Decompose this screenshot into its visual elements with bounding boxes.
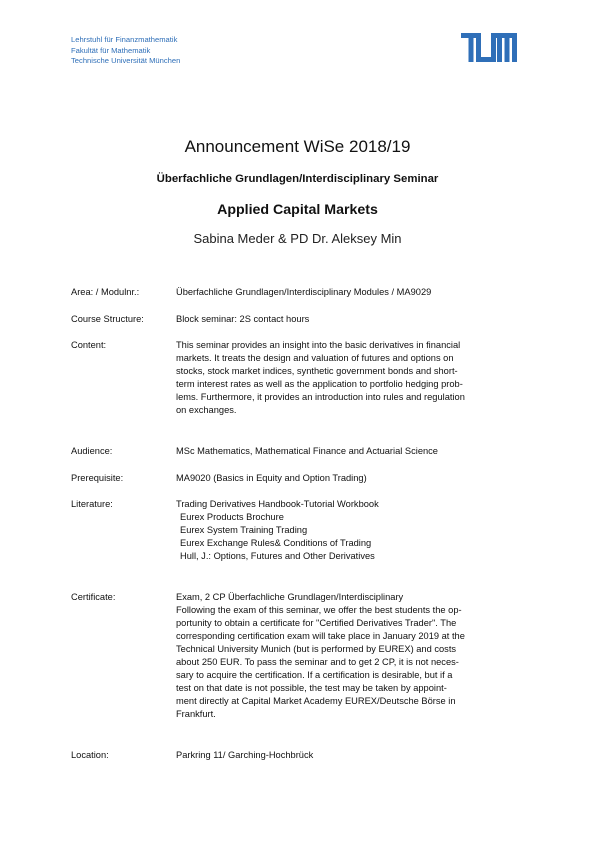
- content-label: Content:: [71, 340, 107, 350]
- content-line: stocks, stock market indices, synthetic government bonds and short-: [176, 366, 458, 376]
- content-line: markets. It treats the design and valuation of futures and options on: [176, 353, 454, 363]
- area-value: Überfachliche Grundlagen/Interdisciplinary Modules / MA9029: [176, 287, 432, 297]
- seminar-subtitle: Überfachliche Grundlagen/Interdisciplinary Seminar: [156, 173, 439, 185]
- literature-item: Trading Derivatives Handbook-Tutorial Workbook: [176, 499, 379, 509]
- location-value: Parkring 11/ Garching-Hochbrück: [176, 750, 314, 760]
- literature-item: Eurex System Training Trading: [180, 525, 308, 535]
- course-authors: Sabina Meder & PD Dr. Aleksey Min: [193, 231, 402, 246]
- certificate-line: Technical University Munich (but is performed by EUREX) and costs: [176, 644, 457, 654]
- literature-label: Literature:: [71, 499, 113, 509]
- literature-item: Eurex Products Brochure: [180, 512, 284, 522]
- institution-header: [71, 35, 180, 67]
- content-text: [176, 339, 531, 417]
- certificate-line: corresponding certification exam will take place in January 2019 at the: [176, 631, 465, 641]
- certificate-line: portunity to obtain a certificate for "Certified Derivatives Trader". The: [176, 618, 457, 628]
- location-label: Location:: [71, 750, 109, 760]
- prerequisite-label: Prerequisite:: [71, 473, 124, 483]
- institution-university: Technische Universität München: [71, 56, 181, 66]
- literature-item: Eurex Exchange Rules& Conditions of Trading: [180, 538, 372, 548]
- audience-value: MSc Mathematics, Mathematical Finance and Actuarial Science: [176, 446, 438, 456]
- literature-list: [176, 498, 531, 563]
- certificate-line: test on that date is not possible, the test may be taken by appoint-: [176, 683, 447, 693]
- content-line: lems. Furthermore, it provides an introduction into rules and regulation: [176, 392, 465, 402]
- certificate-line: Exam, 2 CP Überfachliche Grundlagen/Interdisciplinary: [176, 592, 404, 602]
- structure-label: Course Structure:: [71, 314, 144, 324]
- certificate-line: Frankfurt.: [176, 709, 216, 719]
- content-line: on exchanges.: [176, 405, 237, 415]
- audience-label: Audience:: [71, 446, 113, 456]
- certificate-line: ment directly at Capital Market Academy EUREX/Deutsche Börse in: [176, 696, 456, 706]
- certificate-line: Following the exam of this seminar, we offer the best students the op-: [176, 605, 462, 615]
- content-line: term interest rates as well as the application to portfolio hedging prob-: [176, 379, 463, 389]
- announcement-title: Announcement WiSe 2018/19: [184, 137, 411, 156]
- certificate-line: sary to acquire the certification. If a certification is desirable, but if a: [176, 670, 453, 680]
- content-line: This seminar provides an insight into the basic derivatives in financial: [176, 340, 461, 350]
- tum-logo-icon: [461, 33, 517, 62]
- institution-faculty: Fakultät für Mathematik: [71, 45, 151, 55]
- certificate-label: Certificate:: [71, 592, 116, 602]
- institution-chair: Lehrstuhl für Finanzmathematik: [71, 35, 178, 44]
- area-label: Area: / Modulnr.:: [71, 287, 140, 297]
- literature-item: Hull, J.: Options, Futures and Other Derivatives: [180, 551, 375, 561]
- structure-value: Block seminar: 2S contact hours: [176, 314, 310, 324]
- course-title: Applied Capital Markets: [217, 202, 378, 218]
- certificate-line: about 250 EUR. To pass the seminar and to get 2 CP, it is not neces-: [176, 657, 459, 667]
- certificate-text: [176, 591, 531, 721]
- prerequisite-value: MA9020 (Basics in Equity and Option Trading): [176, 473, 367, 483]
